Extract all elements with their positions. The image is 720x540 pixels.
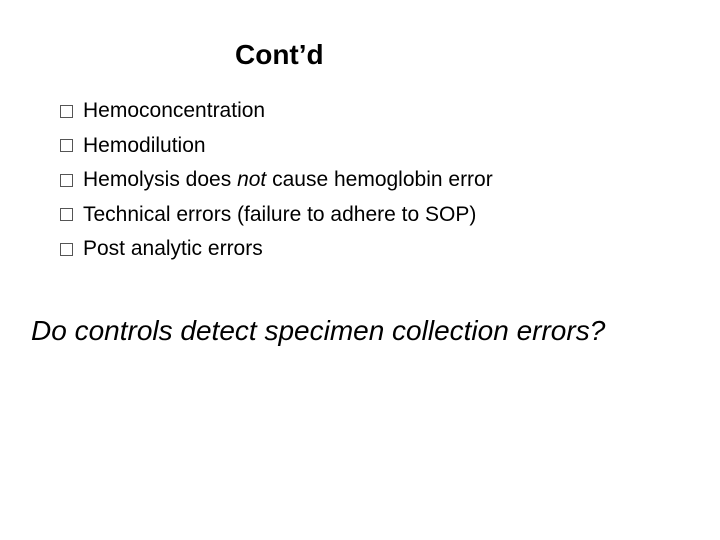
bullet-item bbox=[60, 129, 493, 164]
square-bullet-icon bbox=[60, 174, 73, 187]
square-bullet-icon bbox=[60, 139, 73, 152]
bullet-item bbox=[60, 232, 493, 267]
bullet-text bbox=[83, 168, 493, 192]
bullet-item bbox=[60, 94, 493, 129]
bullet-text-after: cause hemoglobin error bbox=[266, 168, 493, 192]
bullet-text-emphasis: not bbox=[237, 168, 267, 192]
bullet-item bbox=[60, 198, 493, 233]
bullet-text: Post analytic errors bbox=[83, 237, 263, 261]
bullet-text: Hemodilution bbox=[83, 133, 206, 157]
bullet-list bbox=[60, 94, 493, 267]
bullet-text-before: Hemolysis does bbox=[83, 168, 238, 192]
slide-title: Cont’d bbox=[235, 39, 324, 70]
bullet-item bbox=[60, 163, 493, 198]
square-bullet-icon bbox=[60, 105, 73, 118]
bullet-text: Hemoconcentration bbox=[83, 99, 266, 123]
square-bullet-icon bbox=[60, 243, 73, 256]
closing-question: Do controls detect specimen collection errors? bbox=[31, 315, 606, 346]
square-bullet-icon bbox=[60, 208, 73, 221]
bullet-text: Technical errors (failure to adhere to SOP) bbox=[83, 202, 477, 226]
